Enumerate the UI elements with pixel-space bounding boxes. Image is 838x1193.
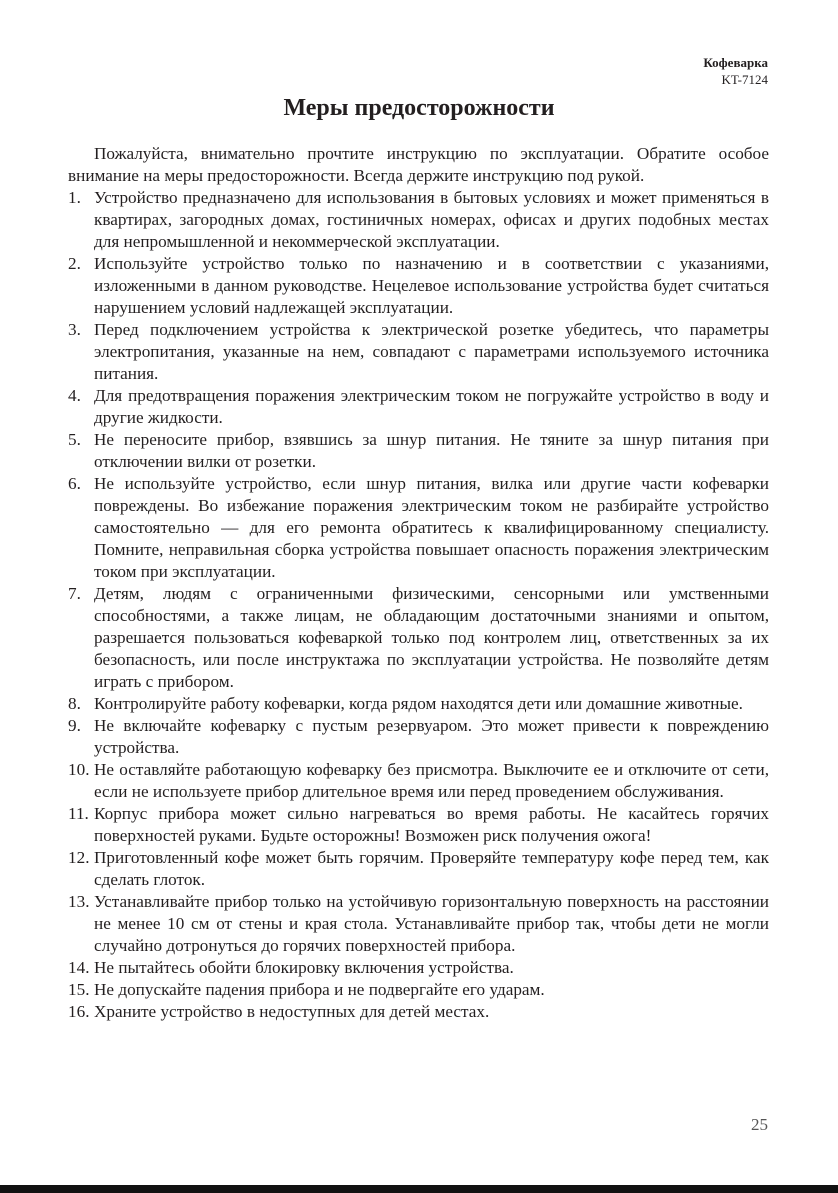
item-text: Не включайте кофеварку с пустым резервуаром. Это может привести к повреждению устройства.: [94, 716, 769, 757]
item-text: Приготовленный кофе может быть горячим. Проверяйте температуру кофе перед тем, как сделать глоток.: [94, 848, 769, 889]
item-number: 4.: [68, 386, 81, 405]
list-item: [68, 803, 769, 847]
list-item: [68, 319, 769, 385]
bottom-rule: [0, 1185, 838, 1193]
page-title: Меры предосторожности: [283, 95, 555, 121]
list-item: [68, 693, 769, 715]
list-item: [68, 979, 769, 1001]
list-item: [68, 891, 769, 957]
item-number: 14.: [68, 958, 90, 977]
item-text: Не переносите прибор, взявшись за шнур питания. Не тяните за шнур питания при отключении вилки от розетки.: [94, 430, 769, 471]
item-number: 7.: [68, 584, 81, 603]
item-text: Перед подключением устройства к электрической розетке убедитесь, что параметры электропитания, указанные на нем, совпадают с параметрами используемого источника питания.: [94, 320, 769, 383]
list-item: [68, 253, 769, 319]
item-text: Не допускайте падения прибора и не подвергайте его ударам.: [94, 980, 545, 999]
item-number: 12.: [68, 848, 90, 867]
page-number: 25: [751, 1115, 768, 1134]
item-text: Храните устройство в недоступных для детей местах.: [94, 1002, 490, 1021]
list-item: [68, 429, 769, 473]
list-item: [68, 957, 769, 979]
list-item: [68, 583, 769, 693]
item-text: Не используйте устройство, если шнур питания, вилка или другие части кофеварки повреждены. Во избежание поражения электрическим током не разбирайте устройство самостоятельно — для его ремонта обратитесь к квалифицированному специалисту. Помните, неправильная сборка устройства повышает опасность поражения электрическим током при эксплуатации.: [94, 474, 769, 581]
item-text: Контролируйте работу кофеварки, когда рядом находятся дети или домашние животные.: [94, 694, 743, 713]
item-text: Устанавливайте прибор только на устойчивую горизонтальную поверхность на расстоянии не менее 10 см от стены и края стола. Устанавливайте прибор так, чтобы дети не могли случайно дотронуться до горячих поверхностей прибора.: [94, 892, 769, 955]
item-number: 15.: [68, 980, 90, 999]
item-number: 5.: [68, 430, 81, 449]
item-text: Для предотвращения поражения электрическим током не погружайте устройство в воду и другие жидкости.: [94, 386, 769, 427]
item-number: 10.: [68, 760, 90, 779]
list-item: [68, 473, 769, 583]
header-model: KT-7124: [721, 72, 768, 87]
list-item: [68, 847, 769, 891]
item-number: 2.: [68, 254, 81, 273]
item-number: 9.: [68, 716, 81, 735]
item-text: Используйте устройство только по назначению и в соответствии с указаниями, изложенными в данном руководстве. Нецелевое использование устройства будет считаться нарушением условий надлежащей эксплуатации.: [94, 254, 769, 317]
item-text: Детям, людям с ограниченными физическими, сенсорными или умственными способностями, а также лицам, не обладающим достаточными знаниями и опытом, разрешается пользоваться кофеваркой только под контролем лиц, ответственных за их безопасность, или после инструктажа по эксплуатации устройства. Не позволяйте детям играть с прибором.: [94, 584, 769, 691]
list-item: [68, 759, 769, 803]
list-item: [68, 385, 769, 429]
item-number: 6.: [68, 474, 81, 493]
document-body: [68, 143, 769, 1023]
item-number: 16.: [68, 1002, 90, 1021]
item-number: 3.: [68, 320, 81, 339]
list-item: [68, 1001, 769, 1023]
list-item: [68, 715, 769, 759]
header-product: Кофеварка: [703, 55, 768, 70]
item-text: Не оставляйте работающую кофеварку без присмотра. Выключите ее и отключите от сети, если не используете прибор длительное время или перед проведением обслуживания.: [94, 760, 769, 801]
list-item: [68, 187, 769, 253]
item-text: Не пытайтесь обойти блокировку включения устройства.: [94, 958, 514, 977]
item-number: 13.: [68, 892, 90, 911]
intro-paragraph: Пожалуйста, внимательно прочтите инструкцию по эксплуатации. Обратите особое внимание на меры предосторожности. Всегда держите инструкцию под рукой.: [68, 144, 769, 185]
item-number: 11.: [68, 804, 89, 823]
item-number: 1.: [68, 188, 81, 207]
item-text: Корпус прибора может сильно нагреваться во время работы. Не касайтесь горячих поверхностей руками. Будьте осторожны! Возможен риск получения ожога!: [94, 804, 769, 845]
item-text: Устройство предназначено для использования в бытовых условиях и может применяться в квартирах, загородных домах, гостиничных номерах, офисах и других подобных местах для непромышленной и некоммерческой эксплуатации.: [94, 188, 769, 251]
precautions-list: [68, 187, 769, 1023]
item-number: 8.: [68, 694, 81, 713]
